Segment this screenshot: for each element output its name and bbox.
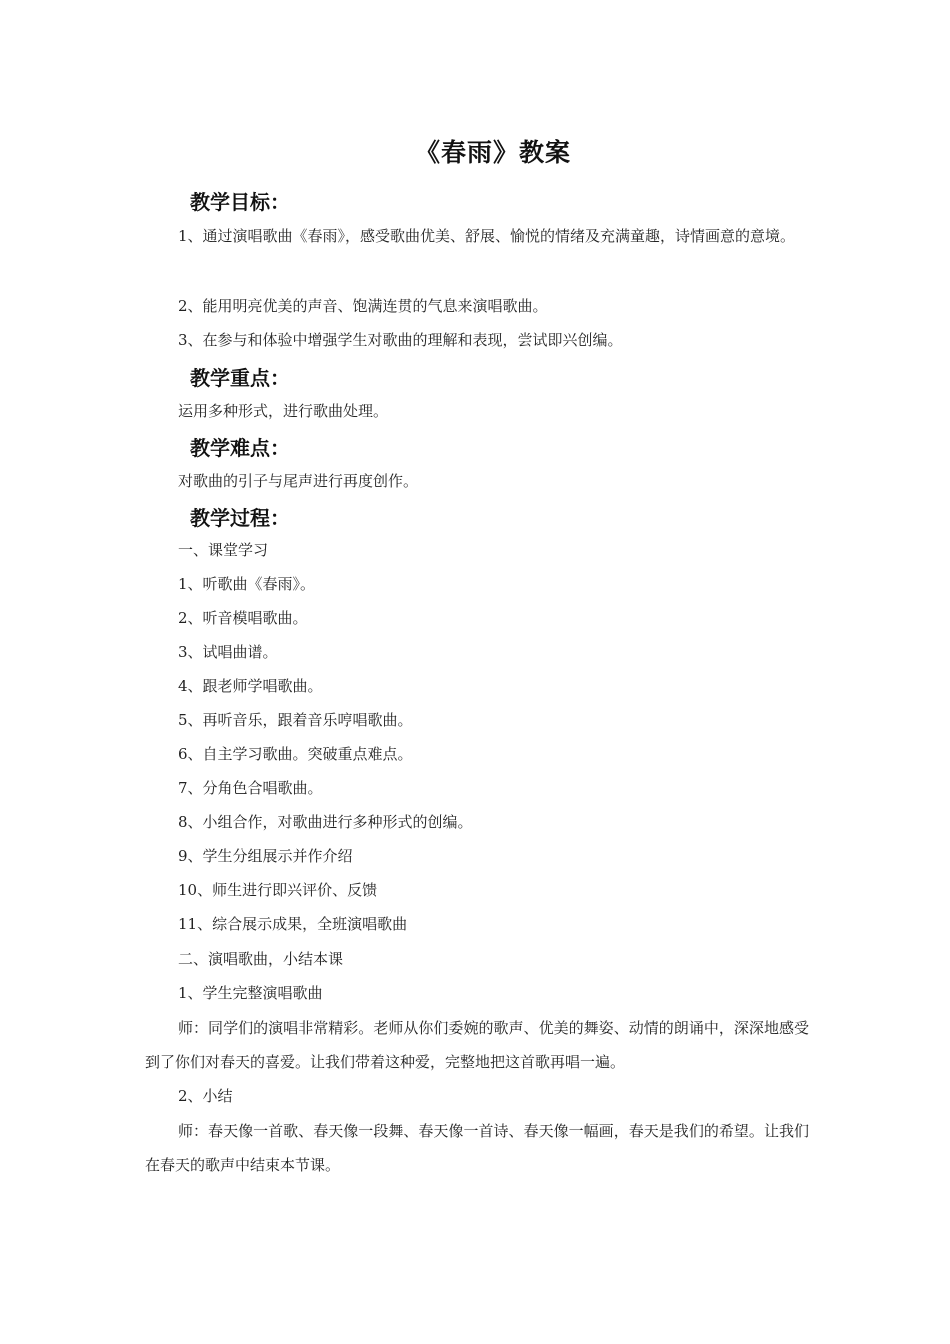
part1-title: 一、课堂学习 <box>178 541 269 559</box>
document-title <box>0 133 950 169</box>
teacher-remark-1: 师：同学们的演唱非常精彩。老师从你们委婉的歌声、优美的舞姿、动情的朗诵中，深深地感受到了你们对春天的喜爱。让我们带着这种爱，完整地把这首歌再唱一遍。 <box>145 1019 809 1071</box>
step-8: 8、小组合作，对歌曲进行多种形式的创编。 <box>178 813 473 831</box>
goal-3: 3、在参与和体验中增强学生对歌曲的理解和表现，尝试即兴创编。 <box>178 331 623 349</box>
step-10: 10、师生进行即兴评价、反馈 <box>178 881 378 899</box>
difficulty-text: 对歌曲的引子与尾声进行再度创作。 <box>178 472 419 490</box>
step-9: 9、学生分组展示并作介绍 <box>178 847 353 865</box>
goals-heading: 教学目标： <box>190 190 290 214</box>
part2-step-1: 1、学生完整演唱歌曲 <box>178 984 323 1002</box>
goal-2: 2、能用明亮优美的声音、饱满连贯的气息来演唱歌曲。 <box>178 297 548 315</box>
step-11: 11、综合展示成果，全班演唱歌曲 <box>178 915 408 933</box>
part2-title: 二、演唱歌曲，小结本课 <box>178 950 344 968</box>
difficulty-heading: 教学难点： <box>190 436 290 460</box>
key-heading: 教学重点： <box>190 366 290 390</box>
step-7: 7、分角色合唱歌曲。 <box>178 779 323 797</box>
process-heading: 教学过程： <box>190 506 290 530</box>
title-text: 《春雨》教案 <box>414 138 571 167</box>
part2-step-2: 2、小结 <box>178 1087 233 1105</box>
step-2: 2、听音模唱歌曲。 <box>178 609 308 627</box>
step-3: 3、试唱曲谱。 <box>178 643 278 661</box>
teacher-remark-2: 师：春天像一首歌、春天像一段舞、春天像一首诗、春天像一幅画，春天是我们的希望。让我们在春天的歌声中结束本节课。 <box>145 1122 809 1174</box>
step-6: 6、自主学习歌曲。突破重点难点。 <box>178 745 413 763</box>
step-4: 4、跟老师学唱歌曲。 <box>178 677 323 695</box>
goal-1: 1、通过演唱歌曲《春雨》，感受歌曲优美、舒展、愉悦的情绪及充满童趣，诗情画意的意境。 <box>178 227 796 245</box>
step-1: 1、听歌曲《春雨》。 <box>178 575 316 593</box>
step-5: 5、再听音乐，跟着音乐哼唱歌曲。 <box>178 711 413 729</box>
key-text: 运用多种形式，进行歌曲处理。 <box>178 402 389 420</box>
